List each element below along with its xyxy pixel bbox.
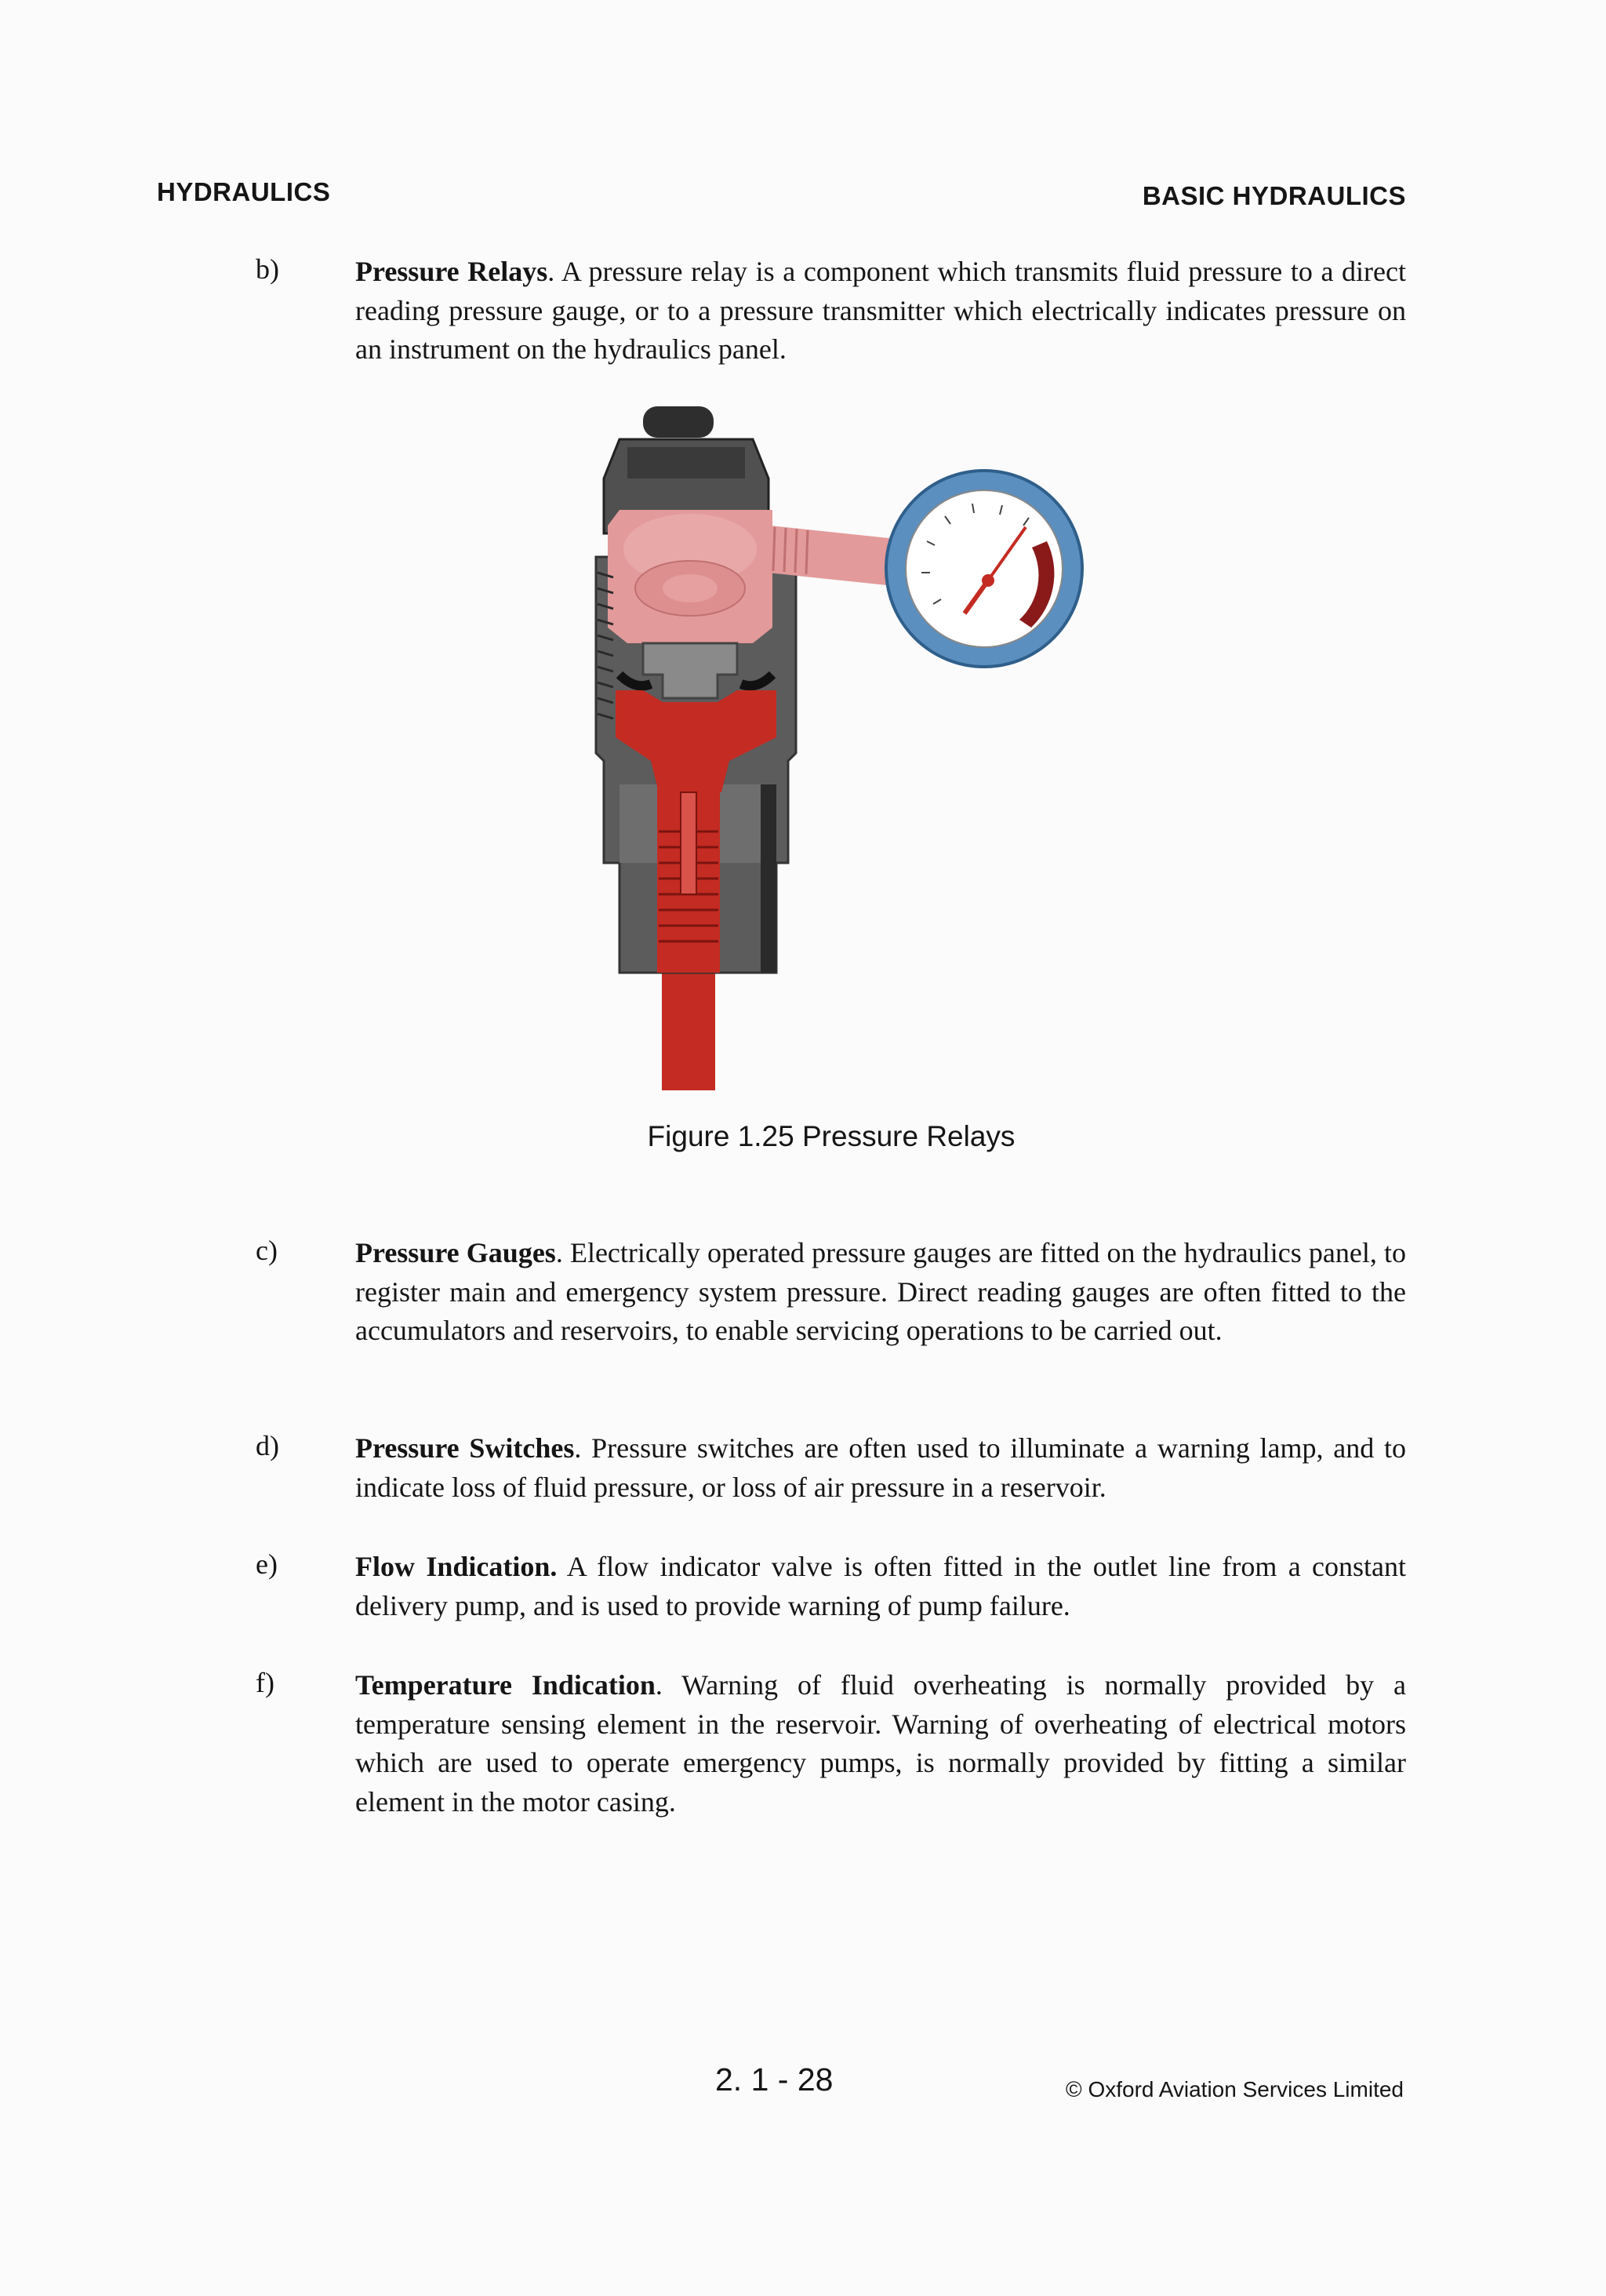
- item-letter: e): [256, 1548, 278, 1580]
- item-body: Pressure Relays. A pressure relay is a component which transmits fluid pressure to a direct reading pressure gauge, or to a pressure transmitter which electrically indicates pressure on an instrument on the hydraulics panel.: [355, 256, 1406, 365]
- running-header-right: BASIC HYDRAULICS: [1142, 181, 1406, 210]
- item-term: Pressure Gauges: [355, 1237, 556, 1268]
- item-term: Pressure Relays: [355, 256, 548, 287]
- item-text: A flow indicator valve is often fitted in the outlet line from a constant delivery pump, and is used to provide warning of pump failure.: [355, 1551, 1406, 1621]
- top-cap: [643, 406, 714, 438]
- pressure-relay-figure: [572, 392, 1106, 1098]
- running-header-left: HYDRAULICS: [157, 177, 331, 206]
- figure-caption: Figure 1.25 Pressure Relays: [647, 1120, 1016, 1152]
- item-letter: f): [256, 1667, 274, 1698]
- item-body: Pressure Gauges. Electrically operated pressure gauges are fitted on the hydraulics panel, to register main and emergency system pressure. Direct reading gauges are often fitted to the accumulators and reservoirs, to enable servicing operations to be carried out.: [355, 1237, 1406, 1346]
- item-term: Flow Indication.: [355, 1551, 558, 1582]
- pressure-gauge: [886, 471, 1082, 667]
- item-body: Temperature Indication. Warning of fluid overheating is normally provided by a temperature sensing element in the reservoir. Warning of overheating of electrical motors which are used to operate emergency pumps, is normally provided by fitting a similar element in the motor casing.: [355, 1669, 1406, 1818]
- item-text: Pressure switches are often used to illuminate a warning lamp, and to indicate loss of fluid pressure, or loss of air pressure in a reservoir.: [355, 1432, 1406, 1503]
- item-text: A pressure relay is a component which transmits fluid pressure to a direct reading pressure gauge, or to a pressure transmitter which electrically indicates pressure on an instrument on the hydraulics panel.: [355, 256, 1406, 365]
- item-body: Pressure Switches. Pressure switches are often used to illuminate a warning lamp, and to indicate loss of fluid pressure, or loss of air pressure in a reservoir.: [355, 1432, 1406, 1503]
- item-text: Warning of fluid overheating is normally provided by a temperature sensing element in the reservoir. Warning of overheating of electrical motors which are used to operate emergency pumps, is normally provided by fitting a similar element in the motor casing.: [355, 1669, 1406, 1818]
- copyright-notice: © Oxford Aviation Services Limited: [1066, 2077, 1404, 2101]
- item-letter: c): [256, 1235, 278, 1266]
- item-term: Pressure Switches: [355, 1432, 575, 1464]
- item-letter: b): [256, 253, 279, 285]
- item-body: [355, 1548, 1406, 1625]
- item-letter: d): [256, 1430, 279, 1461]
- page-number: 2. 1 - 28: [715, 2061, 834, 2098]
- item-text: Electrically operated pressure gauges are fitted on the hydraulics panel, to register main and emergency system pressure. Direct reading gauges are often fitted to the accumulators and reservoirs, to enable servicing operations to be carried out.: [355, 1237, 1406, 1346]
- item-term: Temperature Indication: [355, 1669, 656, 1701]
